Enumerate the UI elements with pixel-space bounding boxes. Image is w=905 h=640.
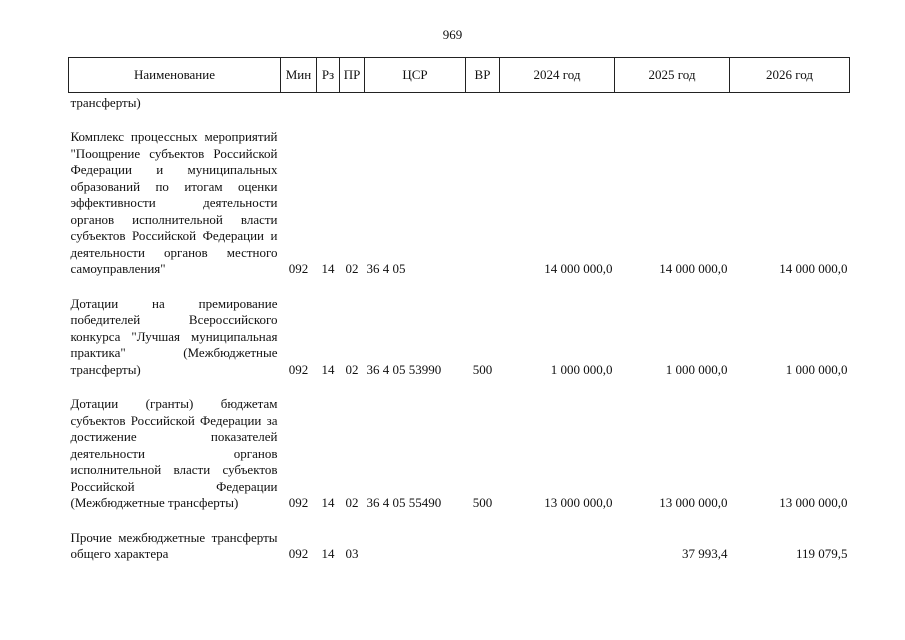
row-2024 xyxy=(500,530,615,563)
row-vr: 500 xyxy=(472,361,493,377)
row-min: 092 xyxy=(288,546,309,561)
row-rz: 14 xyxy=(321,261,335,276)
row-name: Комплекс процессных мероприятий "Поощрение субъектов Российской Федерации и муниципальных образований по итогам оценки эффективности деятельности органов исполнительной власти субъектов Российской Федерации и деятельности органов местного самоуправления" xyxy=(70,129,278,276)
row-2026: 14 000 000,0 xyxy=(779,261,848,276)
row-csr: 36 4 05 53990 xyxy=(366,361,442,377)
row-2024: 1 000 000,0 xyxy=(550,361,613,377)
table-row-continuation xyxy=(69,93,850,112)
row-csr: 36 4 05 xyxy=(366,261,406,276)
row-csr xyxy=(365,530,466,563)
row-2024: 13 000 000,0 xyxy=(544,495,613,510)
header-2026: 2026 год xyxy=(730,58,850,93)
row-2025: 1 000 000,0 xyxy=(665,361,728,377)
row-name: Прочие межбюджетные трансферты общего характера xyxy=(70,529,278,561)
row-pr: 03 xyxy=(345,546,359,561)
table-row xyxy=(69,129,850,278)
header-rz: Рз xyxy=(317,58,340,93)
row-name: Дотации на премирование победителей Всероссийского конкурса "Лучшая муниципальная практика" (Межбюджетные трансферты) xyxy=(70,295,278,377)
row-2025: 37 993,4 xyxy=(682,546,728,561)
row-2025: 14 000 000,0 xyxy=(659,261,728,276)
row-min: 092 xyxy=(288,261,309,276)
row-vr xyxy=(466,530,500,563)
row-min: 092 xyxy=(288,495,309,510)
row-2024: 14 000 000,0 xyxy=(544,261,613,276)
table-header xyxy=(69,58,850,93)
header-pr: ПР xyxy=(340,58,365,93)
row-2026: 13 000 000,0 xyxy=(779,495,848,510)
header-2025: 2025 год xyxy=(615,58,730,93)
budget-table xyxy=(68,57,850,563)
row-pr: 02 xyxy=(345,361,359,377)
continuation-text: трансферты) xyxy=(70,94,141,110)
header-name: Наименование xyxy=(69,58,281,93)
row-2025: 13 000 000,0 xyxy=(659,495,728,510)
row-rz: 14 xyxy=(321,546,335,561)
table-row xyxy=(69,530,850,563)
row-rz: 14 xyxy=(321,361,335,377)
row-vr: 500 xyxy=(472,495,493,510)
row-2026: 119 079,5 xyxy=(795,546,848,561)
header-2024: 2024 год xyxy=(500,58,615,93)
page-number: 969 xyxy=(442,27,463,42)
row-pr: 02 xyxy=(345,495,359,510)
header-vr: ВР xyxy=(466,58,500,93)
row-pr: 02 xyxy=(345,261,359,276)
header-csr: ЦСР xyxy=(365,58,466,93)
row-rz: 14 xyxy=(321,495,335,510)
row-name: Дотации (гранты) бюджетам субъектов Российской Федерации за достижение показателей деятельности органов исполнительной власти субъектов Российской Федерации (Межбюджетные трансферты) xyxy=(70,396,278,510)
table-row xyxy=(69,396,850,512)
row-csr: 36 4 05 55490 xyxy=(366,495,442,510)
header-min: Мин xyxy=(281,58,317,93)
row-min: 092 xyxy=(288,361,309,377)
row-vr xyxy=(466,129,500,278)
row-2026: 1 000 000,0 xyxy=(785,361,848,377)
table-row xyxy=(69,296,850,379)
